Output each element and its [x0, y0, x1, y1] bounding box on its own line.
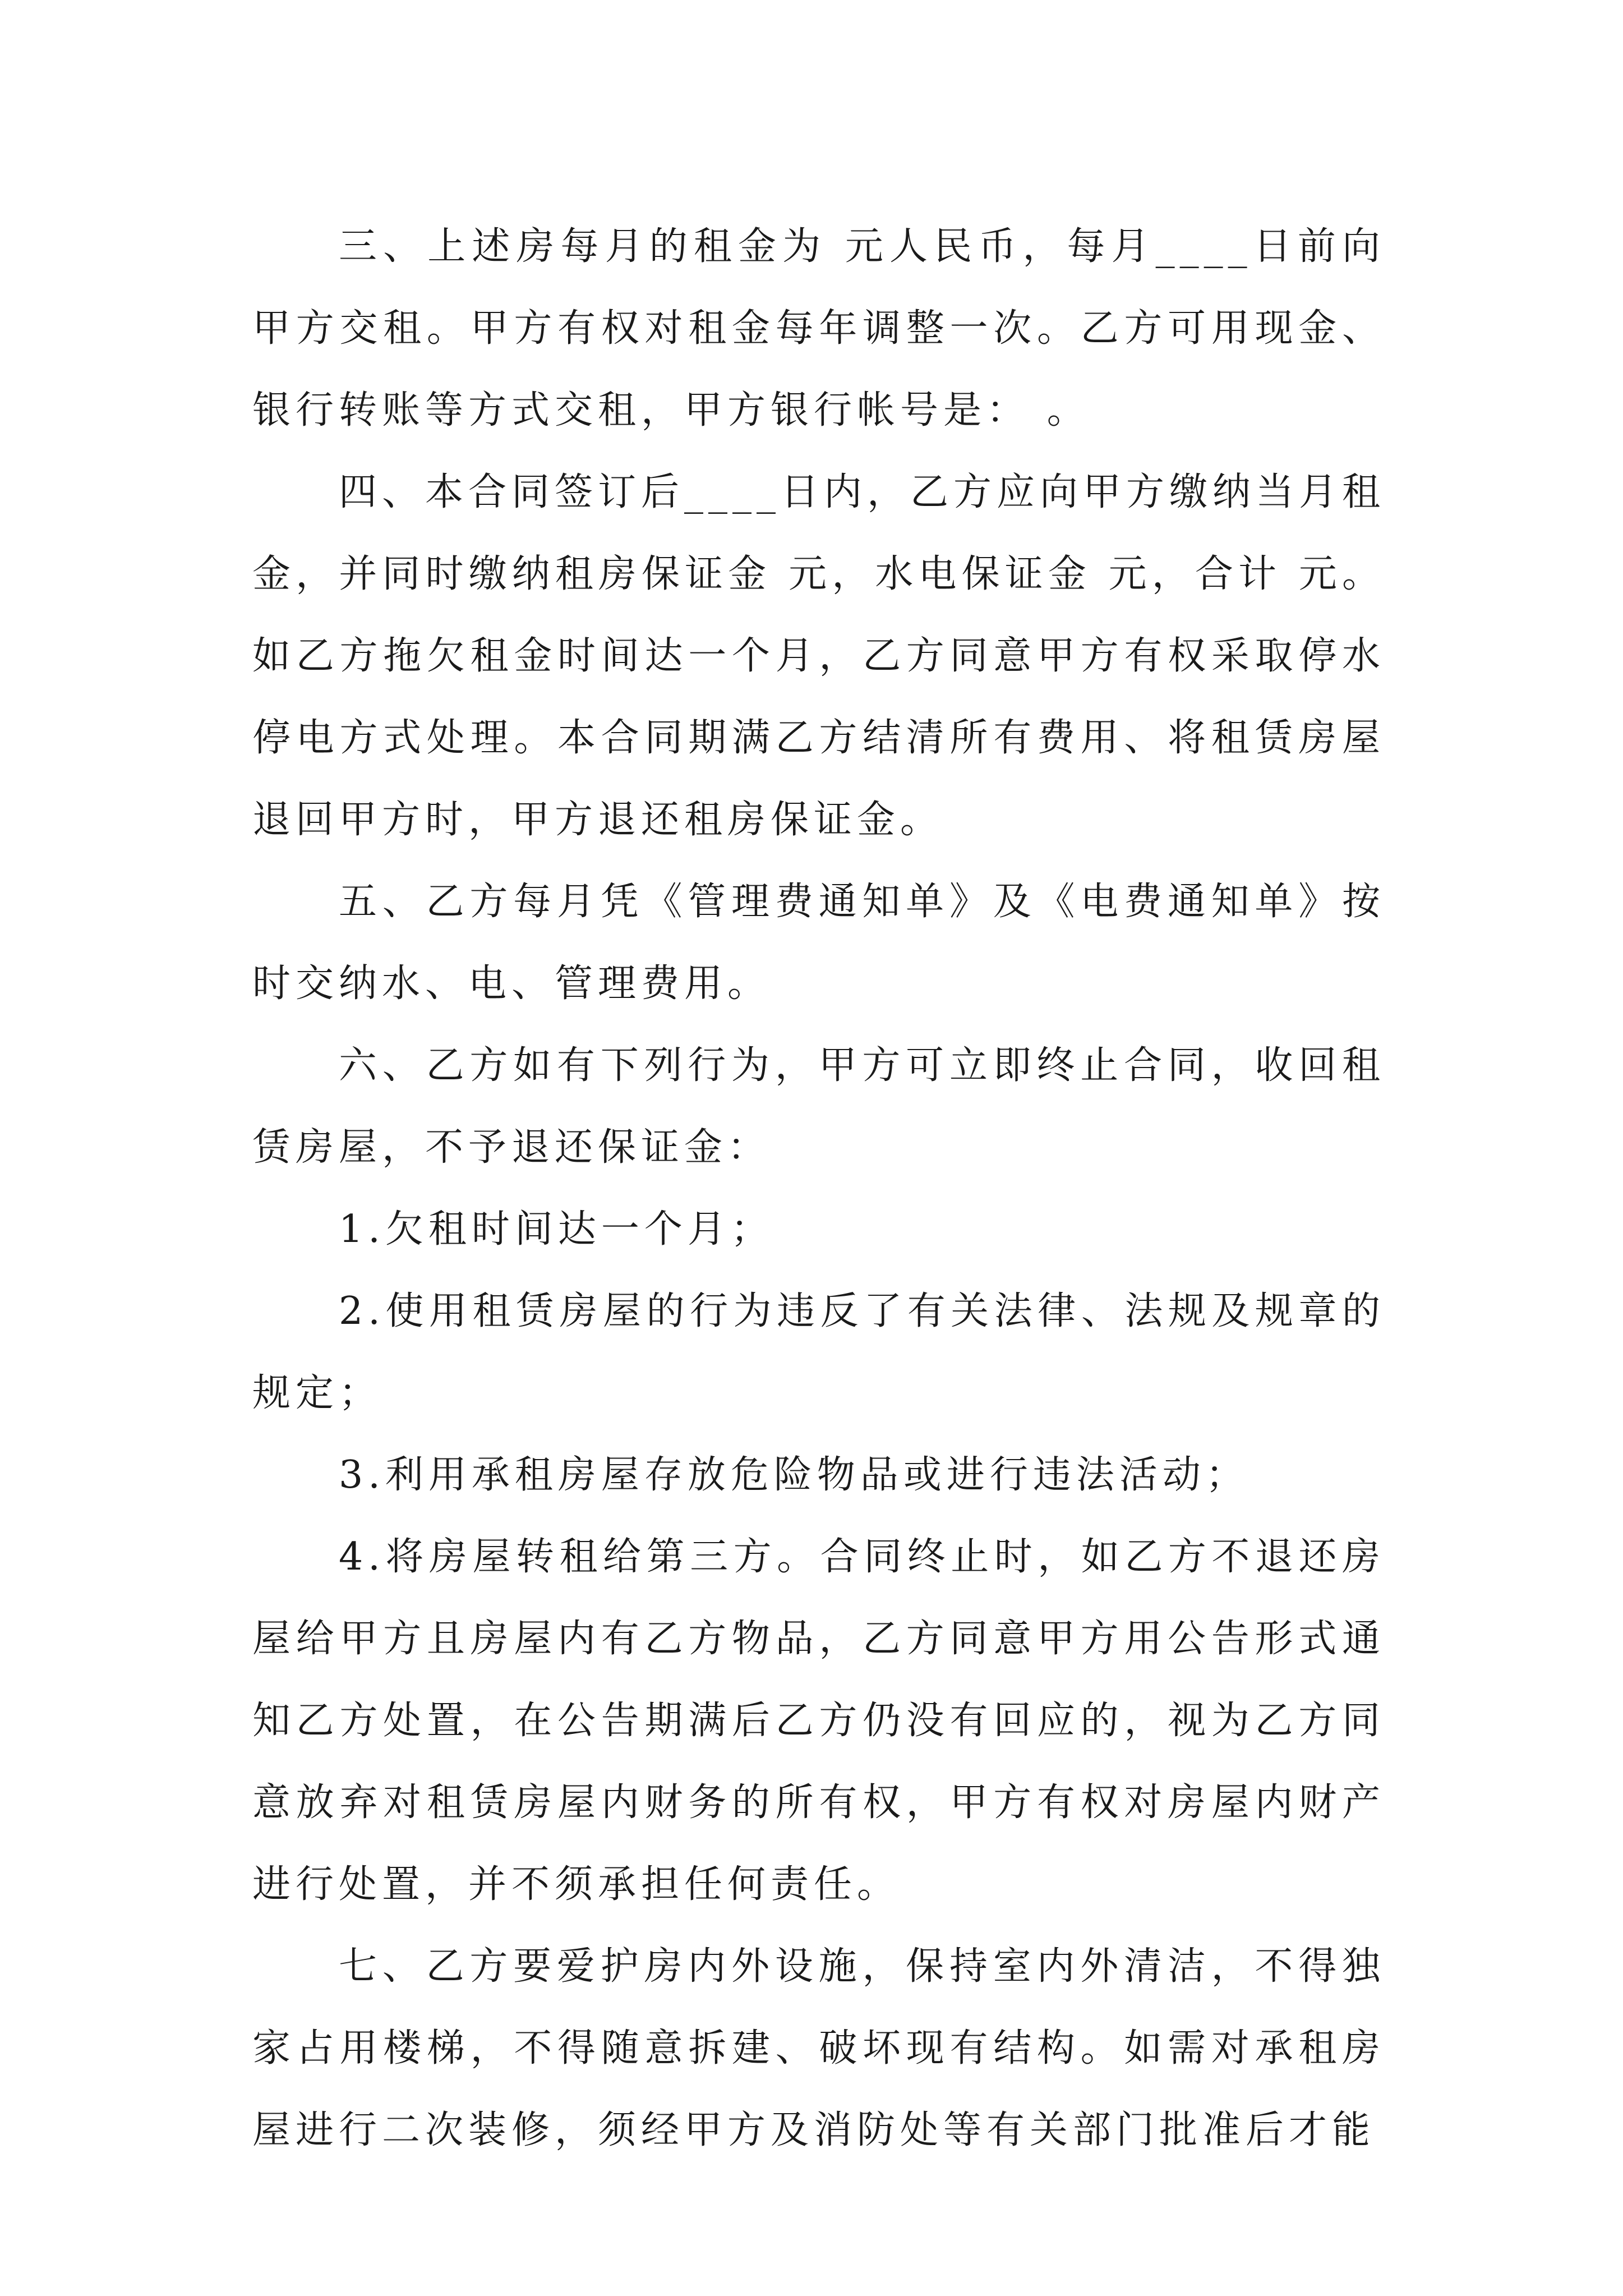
clause-3-paragraph: 三、上述房每月的租金为 元人民币，每月____日前向甲方交租。甲方有权对租金每年调整一次。乙方可用现金、银行转账等方式交租，甲方银行帐号是： 。 — [252, 224, 1385, 432]
document-page — [252, 0, 1385, 2296]
document-body — [252, 206, 1385, 2171]
clause-6-item-1: 1.欠租时间达一个月； — [339, 1207, 774, 1251]
clause-5-paragraph: 五、乙方每月凭《管理费通知单》及《电费通知单》按时交纳水、电、管理费用。 — [252, 880, 1385, 1006]
clause-6-item-2: 2.使用租赁房屋的行为违反了有关法律、法规及规章的规定； — [252, 1289, 1385, 1415]
clause-6-item-3: 3.利用承租房屋存放危险物品或进行违法活动； — [339, 1453, 1249, 1497]
clause-7-paragraph: 七、乙方要爱护房内外设施，保持室内外清洁，不得独家占用楼梯，不得随意拆建、破坏现有结构。如需对承租房屋进行二次装修，须经甲方及消防处等有关部门批准后才能 — [252, 1944, 1385, 2152]
clause-6-item-4: 4.将房屋转租给第三方。合同终止时，如乙方不退还房屋给甲方且房屋内有乙方物品，乙方同意甲方用公告形式通知乙方处置，在公告期满后乙方仍没有回应的，视为乙方同意放弃对租赁房屋内财务的所有权，甲方有权对房屋内财产进行处置，并不须承担任何责任。 — [252, 1535, 1385, 1907]
clause-6-paragraph: 六、乙方如有下列行为，甲方可立即终止合同，收回租赁房屋，不予退还保证金： — [252, 1043, 1385, 1170]
clause-4-paragraph: 四、本合同签订后____日内，乙方应向甲方缴纳当月租金，并同时缴纳租房保证金 元，水电保证金 元，合计 元。如乙方拖欠租金时间达一个月，乙方同意甲方有权采取停水停电方式处理。本合同期满乙方结清所有费用、将租赁房屋退回甲方时，甲方退还租房保证金。 — [252, 470, 1386, 842]
